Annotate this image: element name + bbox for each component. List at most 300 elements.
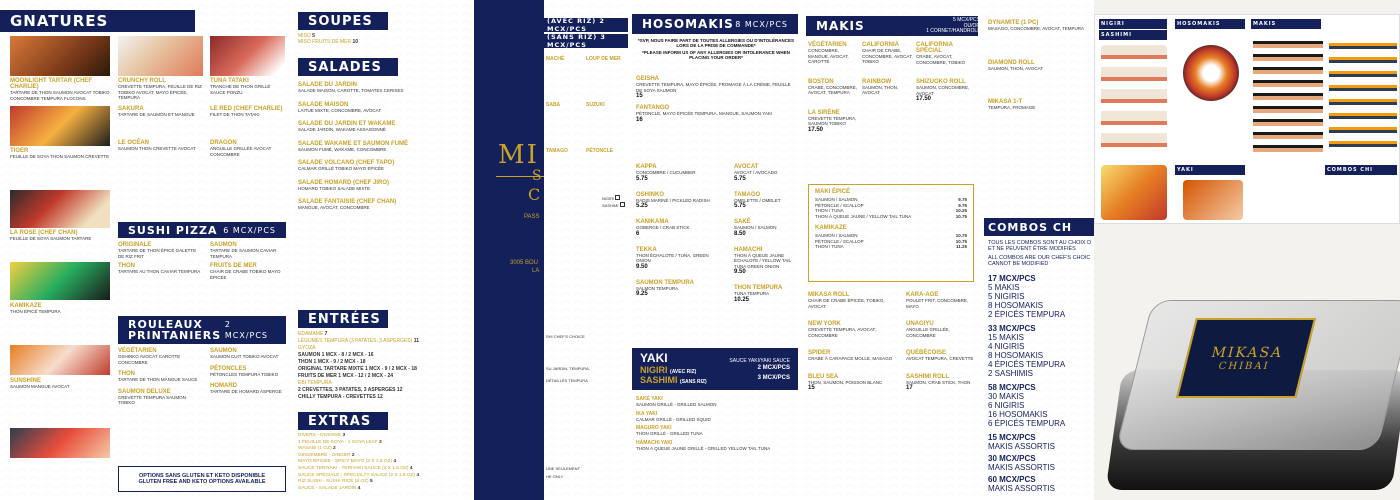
- roll-item-name-0: VÉGÉTARIEN: [118, 348, 157, 354]
- maki-more-name-7: SASHIMI ROLL: [906, 373, 949, 380]
- hoso-special-name-0: GEISHA: [636, 76, 660, 82]
- combo-2-line-1: 6 NIGIRIS: [988, 401, 1025, 410]
- maki-price-5: 17.50: [916, 96, 932, 102]
- roll-item-desc-5: TARTARE DE HOMARD ASPERGE: [210, 389, 282, 394]
- maki-epice-box: [808, 184, 974, 282]
- yaki-title: YAKI: [640, 351, 668, 365]
- moonlight-tartar-photo: [10, 36, 110, 76]
- salade-desc-0: SALADE MAISON, CAROTTE, TOMATES CERISES: [298, 88, 404, 93]
- extra-name-7: RIZ SUSHI - SUSHI RICE (8 OZ): [298, 479, 369, 485]
- epice-row-name-0: SAUMON / SALMON: [815, 197, 858, 202]
- nigiri-checkbox[interactable]: [615, 195, 620, 200]
- sig-item-desc-4: TARTARE DE SAUMON ET MANGUE: [118, 112, 195, 117]
- dyn-name-2: MIKASA 1-T: [988, 99, 1023, 105]
- makis-count2: OU/OR: [963, 22, 980, 29]
- brand-logo-mid: S: [532, 168, 542, 184]
- maki-desc-4: SAUMON, THON, AVOCAT: [862, 84, 899, 95]
- epice-row-price-2: 10.25: [955, 208, 967, 213]
- yaki-row-label-0: NIGIRI: [640, 365, 668, 375]
- hoso-price-6: 9.50: [636, 263, 648, 270]
- combos-title: COMBOS CH: [988, 220, 1073, 234]
- maki-name-4: RAINBOW: [862, 78, 892, 85]
- entree-name-7: EBI TEMPURA: [298, 380, 332, 386]
- epice-row-price-1: 9.75: [958, 202, 967, 208]
- extra-name-3: GINGEMBRE - GINGER: [298, 452, 351, 458]
- entree-name-9: CHILLY TEMPURA - CREVETTES: [298, 394, 376, 400]
- maki-more-name-4: SPIDER: [808, 350, 831, 356]
- extra-price-0: 3: [342, 433, 346, 438]
- nigiri-checkbox-group: [602, 195, 628, 208]
- options-line-2: GLUTEN FREE AND KETO OPTIONS AVAILABLE: [138, 479, 266, 485]
- makis-col-3: [916, 42, 978, 102]
- kamikaze-photo: [10, 345, 110, 375]
- salade-desc-1: LAITUE MIXTE, CONCOMBRE, AVOCAT: [298, 107, 382, 113]
- nigiri-left-2: TAMAGO: [546, 148, 568, 154]
- pizza-item-desc-0: TARTARE DE THON ÉPICÉ GALETTE DE RIZ FRIT: [118, 248, 197, 259]
- maki-more-desc-5: AVOCAT TEMPURA, CREVETTE: [906, 356, 974, 361]
- nigiri-right-2: PÉTONCLE: [586, 148, 614, 154]
- thumb-photo-3: [1253, 35, 1323, 155]
- combo-0-line-1: 5 NIGIRIS: [988, 292, 1025, 301]
- maki-name-1: CALIFORNIA: [862, 42, 899, 48]
- hoso-special-desc-0: CREVETTE TEMPURA, MAYO ÉPICÉE, FROMAGE À LA CRÈME, FEUILLE DE SOYA SAUMON: [636, 82, 791, 93]
- roll-item-name-2: THON: [118, 371, 135, 377]
- extras-title: EXTRAS: [308, 413, 372, 429]
- maki-desc-6: CREVETTE TEMPURA, SAUMON TOBIKO: [808, 115, 857, 126]
- sig-item-name-8: DRAGON: [210, 140, 237, 146]
- roll-item-name-1: SAUMON: [210, 348, 237, 354]
- roll-item-name-3: PÉTONCLES: [210, 365, 247, 372]
- hoso-desc-9: TUNA TEMPURA: [734, 291, 770, 296]
- sig-item-name-6: LA ROSE (CHEF CHAN): [10, 230, 78, 236]
- remark-1: UNE SEULEMENT: [546, 466, 581, 471]
- makis-col-2: [862, 42, 914, 96]
- hoso-name-4: KANIKAMA: [636, 219, 669, 225]
- rouleaux-count: 2 MCX/PCS: [224, 320, 269, 340]
- combo-0-line-0: 5 MAKIS: [988, 283, 1020, 292]
- sashimi-checkbox[interactable]: [620, 202, 625, 207]
- sig-item-desc-10: SAUMON MANGUE AVOCAT: [10, 384, 70, 389]
- sig-item-name-3: TIGER: [10, 148, 29, 154]
- hoso-special-name-1: FANTANGO: [636, 105, 670, 111]
- maki-more-name-0: MIKASA ROLL: [808, 292, 850, 298]
- entree-price-9: 12: [377, 394, 383, 400]
- entrees-list: [298, 331, 468, 401]
- brand-cover-panel: [474, 0, 544, 500]
- kami-row-price-1: 10.75: [955, 238, 967, 244]
- extra-name-2: WASABI (1 OZ): [298, 446, 332, 452]
- thumb-photo-4: [1329, 35, 1397, 155]
- maki-more-desc-1: POULET FRIT, CONCOMBRE, MAYO: [906, 298, 969, 309]
- combos-panel: [984, 0, 1094, 500]
- maki-epice-title: MAKI ÉPICÉ: [815, 189, 851, 195]
- yaki-name-1: IKA YAKI: [636, 410, 658, 417]
- salade-desc-5: HOMARD TOBIKO SALADE MIXTE: [298, 185, 371, 191]
- pizza-item-name-2: THON: [118, 263, 135, 269]
- hosomakis-title: HOSOMAKIS: [642, 17, 734, 31]
- extra-name-5: SAUCE TERIYAKI - TERIYAKI SAUCE (2 X 1.5 OZ): [298, 465, 409, 471]
- kami-row-name-2: THON / TUNA: [815, 244, 844, 249]
- salade-name-2: SALADE DU JARDIN ET WAKAME: [298, 121, 396, 127]
- epice-row-name-3: THON À QUEUE JAUNE / YELLOW TAIL TUNA: [815, 213, 912, 219]
- combo-count-2: 58 MCX/PCS: [988, 383, 1036, 392]
- hoso-price-9: 10.25: [734, 296, 750, 303]
- entree-name-6: FRUITS DE MER 1 MCX - 12 / 2 MCX - 24: [298, 373, 394, 379]
- entree-price-8: 12: [396, 387, 403, 393]
- hoso-price-4: 6: [636, 230, 640, 237]
- yaki-row-note-0: (AVEC RIZ): [670, 369, 697, 375]
- combo-0-line-3: 2 ÉPICÉS TEMPURA: [988, 310, 1066, 319]
- yaki-name-2: MAGURO YAKI: [636, 425, 672, 431]
- sig-item-name-1: CRUNCHY ROLL: [118, 78, 166, 84]
- hoso-desc-8: SALMON TEMPURA: [636, 285, 679, 291]
- thumb-t5: YAKI: [1177, 167, 1194, 173]
- maki-name-0: VÉGÉTARIEN: [808, 42, 847, 48]
- soupes-title: SOUPES: [308, 13, 373, 29]
- dyn-desc-0: MASAGO, CONCOMBRE, AVOCAT, TEMPURA: [988, 26, 1085, 31]
- extra-price-2: 2: [333, 446, 336, 452]
- salade-name-0: SALADE DU JARDIN: [298, 82, 358, 88]
- sig-item-desc-1: CREVETTE TEMPURA, FEUILLE DE RIZ TOBIKO AVOCAT, MAYO ÉPICÉE, TEMPURA: [118, 84, 202, 100]
- maki-desc-1: CHAIR DE CRABE, CONCOMBRE, AVOCAT, TOBIKO: [862, 48, 913, 64]
- extra-name-6: SAUCE SPÉCIALE - SPECIALTY SAUCE (2 X 1.5 OZ): [298, 472, 416, 478]
- thumb-t1: NIGIRI: [1101, 21, 1125, 27]
- dyn-name-0: DYNAMITE (1 PC): [988, 20, 1039, 26]
- options-line-1: OPTIONS SANS GLUTEN ET KETO DISPONIBLE: [138, 473, 266, 479]
- sig-item-name-5: LE RED (CHEF CHARLIE): [210, 106, 283, 112]
- roll-item-desc-3: PÉTONCLES TEMPURA TOBIKO: [210, 371, 279, 377]
- soupe-price-0: 5: [312, 33, 315, 39]
- sig-item-desc-6: FEUILLE DE SOYA SAUMON TARTARE: [10, 236, 92, 241]
- sig-item-name-4: SAKURA: [118, 106, 144, 112]
- hoso-special-desc-1: PÉTONCLE, MAYO ÉPICÉE TEMPURA, MANGUE, SAUMON YAKI: [636, 111, 773, 116]
- extras-header: [298, 412, 388, 430]
- hoso-special-price-1: 16: [636, 116, 643, 123]
- salade-name-1: SALADE MAISON: [298, 101, 349, 108]
- sig-item-desc-7: SAUMON THON CREVETTE AVOCAT: [118, 146, 196, 151]
- sig-item-name-0: MOONLIGHT TARTAR (CHEF CHARLIE): [10, 78, 93, 90]
- kami-row-price-0: 10.75: [955, 233, 967, 238]
- entree-name-2: GYOZA: [298, 345, 316, 351]
- yaki-desc-3: THON À QUEUE JAUNE GRILLÉ - GRILLED YELLOW TAIL TUNA: [636, 445, 771, 451]
- thumbnail-panel: [1094, 0, 1400, 500]
- epice-row-price-0: 9.75: [958, 197, 967, 202]
- soups-panel: [292, 0, 472, 500]
- kami-row-name-0: SAUMON / SALMON: [815, 233, 858, 238]
- allergy-note: [636, 38, 796, 60]
- thumb-t3: HOSOMAKIS: [1177, 21, 1221, 27]
- salades-list: [298, 82, 468, 211]
- sushi-pizza-title: SUSHI PIZZA: [128, 223, 218, 237]
- roll-item-desc-1: SAUMON CUIT TOBIKO AVOCAT: [210, 354, 279, 359]
- pizza-item-desc-2: TARTARE AU THON CAVIAR TEMPURA: [118, 269, 201, 274]
- sig-item-name-10: SUNSHINE: [10, 378, 42, 384]
- combo-count-1: 33 MCX/PCS: [988, 324, 1036, 333]
- signatures-header: [0, 10, 195, 32]
- sig-item-desc-3: FEUILLE DE SOYA THON SAUMON CREVETTE: [10, 154, 110, 159]
- combos-header: [984, 218, 1094, 236]
- roll-item-name-4: SAUMON DELUXE: [118, 388, 171, 395]
- yaki-name-3: HAMACHI YAKI: [636, 439, 673, 446]
- dyn-name-1: DIAMOND ROLL: [988, 59, 1035, 66]
- thumb-photo-2: [1183, 45, 1239, 101]
- crunchy-roll-photo: [118, 36, 203, 76]
- combo-count-5: 60 MCX/PCS: [988, 475, 1036, 484]
- maki-more-name-6: BLEU SEA: [808, 373, 839, 380]
- maki-desc-0: CONCOMBRE, MANGUE, AVOCAT, CAROTTE: [808, 48, 849, 64]
- sig-item-name-2: TUNA TATAKI: [210, 78, 249, 84]
- takeout-box-label: [1176, 318, 1316, 398]
- yaki-row-note-1: (SANS RIZ): [680, 379, 707, 385]
- combo-2-line-0: 30 MAKIS: [988, 392, 1025, 401]
- hoso-desc-3: OMELETTE / OMELET: [734, 197, 781, 203]
- hoso-desc-4: GOBERGE / CRAB STICK: [636, 225, 690, 230]
- extra-price-8: 4: [357, 485, 361, 491]
- hoso-price-3: 5.75: [734, 203, 746, 209]
- maki-more-desc-2: CREVETTE TEMPURA, AVOCAT, CONCOMBRE: [808, 327, 877, 338]
- combo-count-3: 15 MCX/PCS: [988, 433, 1036, 442]
- extra-name-1: 1 FEUILLE DE SOYA - 1 SOYA LEAF: [298, 439, 378, 445]
- entrees-header: [298, 310, 388, 328]
- extra-price-7: 5: [369, 479, 373, 485]
- yaki-note: SU JARDIN, TEMPURA,: [546, 366, 590, 371]
- hoso-col-left: [636, 164, 714, 297]
- box-logo-line2: CHIBAI: [1217, 360, 1271, 372]
- combos-note-fr: TOUS LES COMBOS SONT AU CHOIX D: [988, 240, 1092, 246]
- roll-item-desc-4: CREVETTE TEMPURA SAUMON TOBIKO: [118, 394, 186, 405]
- thumb-photo-5: [1101, 165, 1167, 220]
- hoso-name-9: THON TEMPURA: [734, 285, 783, 291]
- thumb-photo-1: [1101, 45, 1167, 155]
- maki-desc-3: CRABE, CONCOMBRE, AVOCAT, TEMPURA: [808, 84, 858, 95]
- maki-name-6: LA SIRÈNE: [808, 109, 840, 116]
- soupe-name-0: MISO: [298, 33, 311, 39]
- hoso-desc-7: THON À QUEUE JAUNE ÉCHALOTE / YELLOW TAIL TUNA GREEN ONION: [734, 252, 791, 269]
- combo-2-line-2: 16 HOSOMAKIS: [988, 410, 1048, 419]
- tuna-tataki-photo: [210, 36, 285, 76]
- dyn-desc-2: TEMPURA, FROMAGE: [988, 105, 1036, 110]
- yaki-desc-1: CALMAR GRILLÉ - GRILLED SQUID: [636, 416, 711, 422]
- maki-desc-5: SAUMON, CONCOMBRE, AVOCAT: [916, 85, 970, 96]
- hosomakis-panel: [630, 0, 800, 500]
- combo-5-line-0: MAKIS ASSORTIS: [988, 484, 1055, 493]
- makis-title: MAKIS: [816, 19, 865, 33]
- maki-more-desc-4: CRABE À CARAPACE MOLLE, MASAGO: [808, 356, 893, 361]
- dyn-desc-1: SAUMON, THON, AVOCAT: [988, 65, 1044, 71]
- sig-item-desc-8: ANGUILLE GRILLÉE AVOCAT CONCOMBRE: [210, 146, 272, 157]
- roll-item-name-5: HOMARD: [210, 383, 237, 389]
- entree-name-0: EDAMAME: [298, 331, 324, 337]
- rouleaux-title: ROULEAUX PRINTANIERS: [128, 318, 222, 342]
- hoso-name-6: TEKKA: [636, 246, 657, 253]
- salade-desc-4: CALMAR GRILLÉ TOBIKO MAYO ÉPICÉE: [298, 166, 385, 171]
- combo-3-line-0: MAKIS ASSORTIS: [988, 442, 1055, 451]
- extra-name-4: MAYO ÉPICÉE - SPICY MAYO (2 X 1.5 OZ): [298, 459, 393, 465]
- yaki-list: [636, 396, 796, 451]
- makis-col-1: [808, 42, 860, 133]
- hoso-name-1: AVOCAT: [734, 164, 759, 170]
- hoso-desc-0: CONCOMBRE / CUCUMBER: [636, 170, 696, 175]
- hoso-name-2: OSHINKO: [636, 191, 665, 198]
- maki-more-desc-6: THON, SAUMON, POISSON BLANC: [808, 379, 883, 385]
- combo-1-line-3: 4 ÉPICÉS TEMPURA: [988, 360, 1066, 369]
- salades-title: SALADES: [308, 59, 382, 75]
- sunshine2-photo: [10, 428, 110, 458]
- hoso-specials: [636, 76, 796, 123]
- nigiri-right-col: [586, 56, 626, 194]
- nigiri-panel: [544, 0, 628, 500]
- extra-price-1: 2: [379, 439, 382, 445]
- combo-count-4: 30 MCX/PCS: [988, 454, 1036, 463]
- combo-1-line-0: 15 MAKIS: [988, 333, 1025, 342]
- brand-logo-bot: C: [528, 185, 541, 204]
- kamikaze-title: KAMIKAZE: [815, 225, 847, 231]
- entree-name-4: THON 1 MCX - 9 / 2 MCX - 18: [298, 359, 366, 365]
- thumb-t6: COMBOS CHI: [1327, 167, 1374, 173]
- hoso-name-0: KAPPA: [636, 164, 657, 170]
- brand-city: LA: [532, 268, 540, 274]
- maki-more-name-3: UNAGIYU: [906, 321, 934, 327]
- yaki-row-count-0: 2 MCX/PCS: [757, 365, 790, 371]
- allergy-fr: *SVP, NOUS FAIRE PART DE TOUTES ALLERGIES OU D'INTOLÉRANCES LORS DE LA PRISE DE COMMANDE*: [637, 38, 795, 48]
- maki-more-desc-3: ANGUILLE GRILLÉE, CONCOMBRE: [906, 327, 950, 338]
- salade-desc-3: SAUMON FUMÉ, WAKAME, CONCOMBRE: [298, 146, 387, 152]
- maki-more-name-5: QUÉBÉCOISE: [906, 350, 947, 356]
- maki-more-name-2: NEW YORK: [808, 321, 841, 327]
- entree-price-0: 7: [324, 331, 328, 337]
- takeout-box-photo: [1114, 300, 1400, 500]
- detail-note: DÉTAILLÉS TEMPURA: [546, 378, 588, 383]
- nigiri-left-1: SABA: [546, 102, 561, 108]
- salade-desc-2: SALADE JARDIN, WAKAME ASSAISONNÉ: [298, 127, 386, 132]
- options-box: [118, 466, 286, 492]
- thumb-t2: SASHIMI: [1101, 32, 1132, 38]
- epice-row-name-1: PÉTONCLE / SCALLOP: [815, 202, 864, 208]
- hoso-name-7: HAMACHI: [734, 246, 763, 253]
- kami-row-name-1: PÉTONCLE / SCALLOP: [815, 238, 864, 244]
- dynamite-col: [988, 20, 1088, 111]
- nigiri-right-0: LOUP DE MER: [586, 56, 621, 62]
- box-logo-line1: MIKASA: [1209, 344, 1286, 361]
- sushi-pizza-header: [118, 222, 286, 238]
- hoso-desc-6: THON ÉCHALOTE / TUNA, GREEN ONION: [636, 252, 709, 263]
- entree-name-8: 2 CREVETTES, 3 PATATES, 3 ASPERGES: [298, 387, 396, 393]
- kami-row-price-2: 11.25: [955, 244, 967, 249]
- hoso-price-1: 5.75: [734, 175, 746, 182]
- epice-row-name-2: THON / TUNA: [815, 208, 844, 213]
- thumb-menu: [1094, 14, 1400, 224]
- epice-row-price-3: 10.75: [955, 213, 967, 219]
- combo-0-line-2: 8 HOSOMAKIS: [988, 301, 1044, 310]
- nigiri-h1: (AVEC RIZ) 2 MCX/PCS: [547, 17, 605, 33]
- maki-more-desc-7: SAUMON, CRAB STICK, THON: [906, 379, 971, 385]
- salade-desc-6: MANGUE, AVOCAT, CONCOMBRE: [298, 205, 370, 210]
- roll-item-desc-0: OSHINKO AVOCAT CAROTTE CONCOMBRE: [118, 354, 181, 365]
- hosomakis-header: [632, 14, 798, 34]
- maki-more-price-6: 15: [808, 385, 815, 391]
- extra-name-8: SAUCE - SALADE JARDIN: [298, 485, 357, 491]
- brand-logo-top: MI: [498, 140, 539, 170]
- salade-name-3: SALADE WAKAME ET SAUMON FUMÉ: [298, 140, 408, 147]
- extras-list: [298, 433, 468, 492]
- extra-price-6: 4: [416, 472, 420, 478]
- yaki-row-label-1: SASHIMI: [640, 375, 678, 385]
- sig-item-name-7: LE OCÉAN: [118, 140, 150, 146]
- combo-1-line-4: 2 SASHIMIS: [988, 369, 1033, 378]
- maki-more-price-7: 17: [906, 385, 913, 391]
- pizza-item-desc-1: TARTARE DE SAUMON CAVIAR TEMPURA: [210, 248, 277, 259]
- salades-header: [298, 58, 398, 76]
- combo-2-line-3: 6 ÉPICÉS TEMPURA: [988, 419, 1066, 428]
- hoso-price-8: 9.25: [636, 291, 648, 297]
- tiger-photo: [10, 106, 110, 146]
- salade-name-4: SALADE VOLCANO (CHEF TAPO): [298, 160, 395, 166]
- sashimi-label: SASHIMI: [602, 202, 619, 208]
- hoso-name-3: TAMAGO: [734, 191, 761, 198]
- yaki-row-count-1: 3 MCX/PCS: [757, 375, 790, 381]
- combo-1-line-1: 4 NIGIRIS: [988, 342, 1025, 351]
- yaki-name-0: SAKÉ YAKI: [636, 396, 663, 402]
- allergy-en: *PLEASE INFORM US OF ANY ALLERGIES OR INTOLERANCE WHEN PLACING YOUR ORDER*: [642, 50, 790, 60]
- sushi-pizza-count: 6 MCX/PCS: [223, 225, 276, 235]
- hoso-special-price-0: 15: [636, 93, 643, 99]
- remark-2: HE ONLY: [546, 474, 564, 479]
- combo-count-0: 17 MCX/PCS: [988, 274, 1036, 283]
- hoso-name-5: SAKÉ: [734, 219, 751, 225]
- sig-item-desc-5: FILET DE THON TATAKI: [210, 112, 260, 117]
- pizza-item-name-0: ORIGINALE: [118, 242, 152, 248]
- roll-item-desc-2: TARTARE DE THON MANGUE SAUCE: [118, 377, 198, 382]
- hoso-col-right: [734, 164, 798, 303]
- makis-more-left: [808, 292, 902, 391]
- yaki-desc-0: SAUMON GRILLÉ - GRILLED SALMON: [636, 402, 717, 407]
- hoso-desc-5: SAUMON / SALMON: [734, 225, 777, 230]
- combos-list: [988, 274, 1094, 493]
- signatures-title: GNATURES: [10, 12, 109, 30]
- chef-choice: SHI CHEF'S CHOICE: [546, 334, 585, 339]
- extra-price-3: 2: [351, 452, 355, 458]
- soupe-price-1: 10: [352, 38, 359, 45]
- hoso-desc-1: AVOCAT / AVOCADO: [734, 170, 778, 175]
- sig-item-name-9: KAMIKAZE: [10, 303, 42, 309]
- nigiri-right-1: SUZUKI: [586, 102, 605, 108]
- thumb-t4: MAKIS: [1253, 21, 1277, 27]
- thumb-photo-6: [1183, 180, 1243, 220]
- makis-more-right: [906, 292, 978, 391]
- extra-price-5: 4: [409, 465, 413, 471]
- maki-desc-2: CRABE, AVOCAT, CONCOMBRE, TOBIKO: [916, 54, 966, 65]
- combos-note-fr2: ET NE PEUVENT ÊTRE MODIFIÉS: [988, 246, 1076, 252]
- brand-address: 3005 BOU: [510, 260, 539, 266]
- combos-note-en: ALL COMBOS ARE OUR CHEF'S CHOIC: [988, 255, 1091, 261]
- combo-4-line-0: MAKIS ASSORTIS: [988, 463, 1055, 472]
- hoso-price-2: 5.25: [636, 203, 648, 209]
- nigiri-left-0: MACHÉ: [546, 56, 565, 62]
- salade-name-6: SALADE FANTAISIE (CHEF CHAN): [298, 199, 397, 205]
- entrees-title: ENTRÉES: [308, 311, 381, 327]
- hoso-price-0: 5.75: [636, 175, 648, 182]
- sig-item-desc-9: THON ÉPICÉ TEMPURA: [10, 309, 61, 314]
- nigiri-left-col: [546, 56, 584, 194]
- entree-name-3: SAUMON 1 MCX - 8 / 2 MCX - 16: [298, 352, 374, 358]
- maki-name-3: BOSTON: [808, 78, 834, 85]
- maki-price-6: 17.50: [808, 126, 824, 133]
- maki-more-desc-0: CHAIR DE CRABE ÉPICÉE, TOBIKO, AVOCAT: [808, 298, 885, 309]
- combos-note-en2: CANNOT BE MODIFIED: [988, 261, 1049, 267]
- maki-name-5: SHIZUOKO ROLL: [916, 79, 966, 85]
- signatures-panel: [0, 0, 290, 500]
- rouleaux-header: [118, 316, 286, 344]
